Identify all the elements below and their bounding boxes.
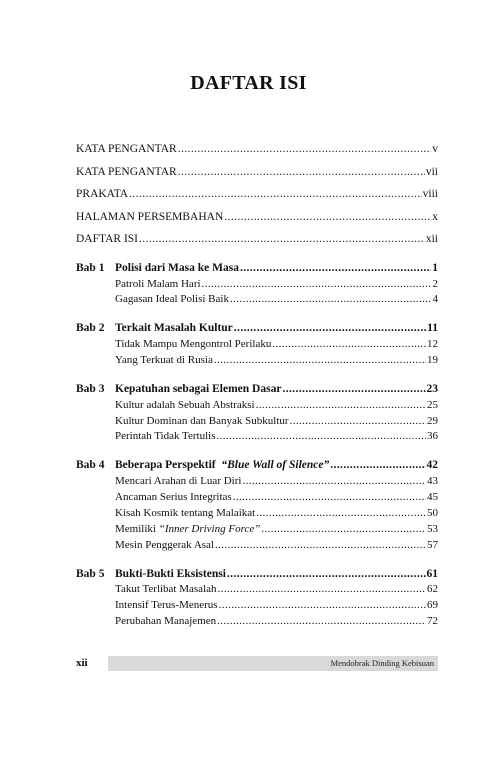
section-entry[interactable] — [115, 614, 438, 628]
page-title: DAFTAR ISI — [190, 72, 307, 94]
section-title: Ancaman Serius Integritas — [115, 491, 232, 503]
chapter-title-italic: “Blue Wall of Silence” — [221, 459, 330, 471]
toc-entry-label: DAFTAR ISI — [76, 233, 139, 245]
section-entry[interactable] — [115, 598, 438, 612]
dot-leader — [178, 142, 432, 156]
chapter-number: Bab 2 — [76, 322, 105, 334]
chapter-page: 11 — [427, 322, 438, 334]
section-page: 53 — [427, 523, 438, 535]
dot-leader — [233, 490, 426, 504]
footer-book-title: Mendobrak Dinding Kebisuan — [330, 658, 434, 668]
dot-leader — [216, 429, 426, 443]
toc-entry-label: KATA PENGANTAR — [76, 143, 177, 155]
section-entry[interactable] — [115, 538, 438, 552]
dot-leader — [242, 474, 426, 488]
chapter-title: Polisi dari Masa ke Masa — [115, 262, 239, 274]
dot-leader — [282, 382, 425, 396]
dot-leader — [256, 506, 426, 520]
section-title: Kisah Kosmik tentang Malaikat — [115, 507, 256, 519]
toc-entry-kata-pengantar-1[interactable] — [76, 142, 438, 156]
section-title: Mencari Arahan di Luar Diri — [115, 475, 242, 487]
dot-leader — [129, 187, 422, 201]
section-page: 43 — [427, 475, 438, 487]
section-entry[interactable] — [115, 582, 438, 596]
toc-entry-daftar-isi[interactable] — [76, 232, 438, 246]
section-page: 25 — [427, 399, 438, 411]
footer-page-number: xii — [76, 657, 88, 669]
section-title: Kultur Dominan dan Banyak Subkultur — [115, 415, 289, 427]
chapter-title: Beberapa Perspektif — [115, 459, 216, 471]
section-entry[interactable] — [115, 474, 438, 488]
section-entry[interactable] — [115, 398, 438, 412]
chapter-4-entry[interactable] — [76, 458, 438, 472]
section-entry[interactable] — [115, 429, 438, 443]
section-title: Yang Terkuat di Rusia — [115, 354, 213, 366]
dot-leader — [215, 538, 426, 552]
toc-entry-page: viii — [422, 188, 438, 200]
section-page: 29 — [427, 415, 438, 427]
dot-leader — [178, 165, 425, 179]
chapter-page: 1 — [432, 262, 438, 274]
dot-leader — [214, 353, 426, 367]
section-title: Intensif Terus-Menerus — [115, 599, 218, 611]
dot-leader — [261, 522, 426, 536]
dot-leader — [234, 321, 426, 335]
section-page: 45 — [427, 491, 438, 503]
chapter-1-entry[interactable] — [76, 261, 438, 275]
chapter-title: Bukti-Bukti Eksistensi — [115, 568, 226, 580]
chapter-page: 61 — [426, 568, 438, 580]
section-page: 4 — [432, 293, 438, 305]
section-title: Memiliki — [115, 523, 156, 535]
section-title: Tidak Mampu Mengontrol Perilaku — [115, 338, 272, 350]
chapter-number: Bab 3 — [76, 383, 105, 395]
dot-leader — [256, 398, 426, 412]
dot-leader — [272, 337, 426, 351]
dot-leader — [227, 567, 426, 581]
dot-leader — [240, 261, 431, 275]
section-entry[interactable] — [115, 353, 438, 367]
chapter-3-entry[interactable] — [76, 382, 438, 396]
section-entry[interactable] — [115, 277, 438, 291]
chapter-title: Kepatuhan sebagai Elemen Dasar — [115, 383, 282, 395]
section-page: 12 — [427, 338, 438, 350]
section-title: Mesin Penggerak Asal — [115, 539, 214, 551]
chapter-number: Bab 4 — [76, 459, 105, 471]
dot-leader — [230, 292, 432, 306]
section-title: Gagasan Ideal Polisi Baik — [115, 293, 229, 305]
chapter-page: 23 — [426, 383, 438, 395]
section-entry[interactable] — [115, 522, 438, 536]
chapter-title: Terkait Masalah Kultur — [115, 322, 233, 334]
toc-entry-prakata[interactable] — [76, 187, 438, 201]
dot-leader — [290, 414, 426, 428]
toc-entry-halaman-persembahan[interactable] — [76, 210, 438, 224]
section-page: 36 — [427, 430, 438, 442]
chapter-number: Bab 1 — [76, 262, 105, 274]
toc-entry-page: vii — [425, 166, 438, 178]
toc-entry-label: KATA PENGANTAR — [76, 166, 177, 178]
chapter-page: 42 — [426, 459, 438, 471]
section-page: 2 — [432, 278, 438, 290]
section-entry[interactable] — [115, 337, 438, 351]
section-page: 50 — [427, 507, 438, 519]
section-page: 19 — [427, 354, 438, 366]
toc-entry-page: x — [432, 211, 438, 223]
section-page: 57 — [427, 539, 438, 551]
section-page: 69 — [427, 599, 438, 611]
section-page: 72 — [427, 615, 438, 627]
section-page: 62 — [427, 583, 438, 595]
toc-entry-label: PRAKATA — [76, 188, 129, 200]
section-title-italic: “Inner Driving Force” — [158, 523, 261, 535]
section-title: Perubahan Manajemen — [115, 615, 217, 627]
dot-leader — [218, 582, 426, 596]
dot-leader — [202, 277, 432, 291]
section-title: Kultur adalah Sebuah Abstraksi — [115, 399, 255, 411]
section-entry[interactable] — [115, 506, 438, 520]
footer-bar — [108, 656, 438, 671]
toc-entry-label: HALAMAN PERSEMBAHAN — [76, 211, 224, 223]
section-entry[interactable] — [115, 292, 438, 306]
dot-leader — [219, 598, 426, 612]
section-entry[interactable] — [115, 414, 438, 428]
dot-leader — [330, 458, 425, 472]
dot-leader — [139, 232, 425, 246]
section-entry[interactable] — [115, 490, 438, 504]
section-title: Patroli Malam Hari — [115, 278, 201, 290]
toc-entry-page: v — [432, 143, 438, 155]
toc-entry-kata-pengantar-2[interactable] — [76, 165, 438, 179]
section-title: Takut Terlibat Masalah — [115, 583, 217, 595]
section-title: Perintah Tidak Tertulis — [115, 430, 216, 442]
dot-leader — [224, 210, 431, 224]
dot-leader — [217, 614, 426, 628]
chapter-2-entry[interactable] — [76, 321, 438, 335]
toc-entry-page: xii — [425, 233, 438, 245]
chapter-5-entry[interactable] — [76, 567, 438, 581]
chapter-number: Bab 5 — [76, 568, 105, 580]
